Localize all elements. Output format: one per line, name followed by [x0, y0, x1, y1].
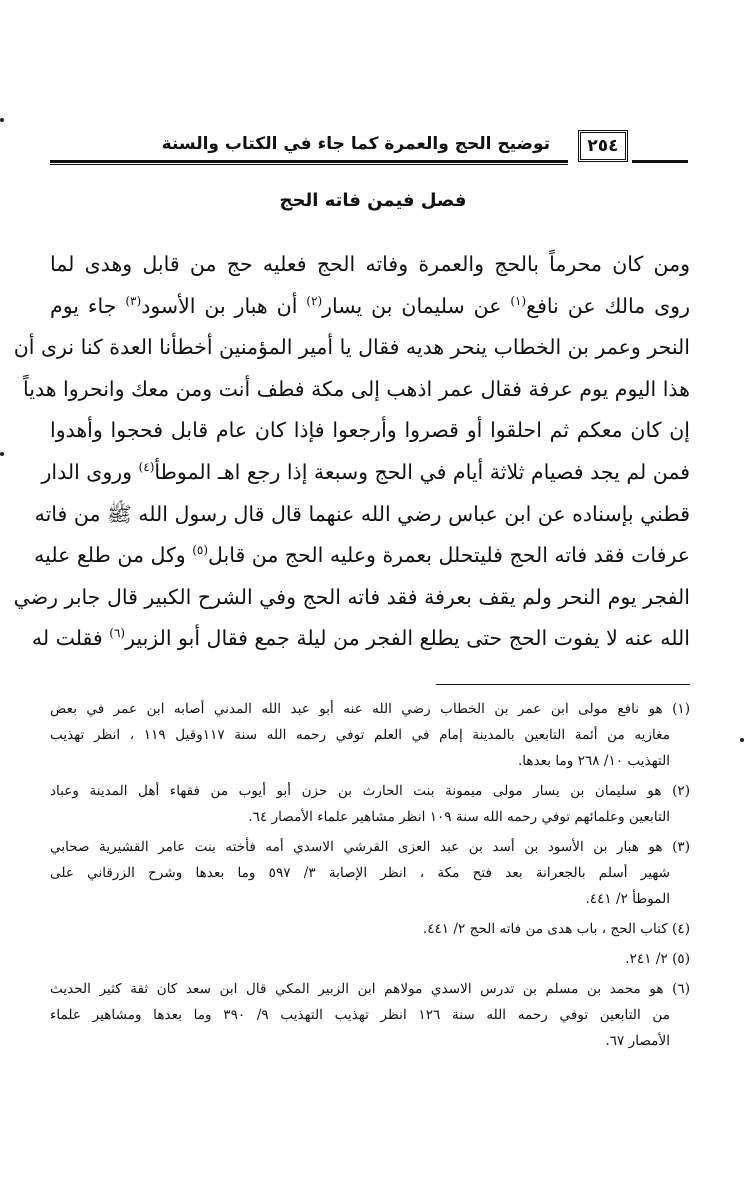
footnote-line: (٥) ٢/ ٢٤١.	[625, 951, 690, 967]
footnote-line: (٢) هو سليمان بن يسار مولى ميمونة بنت الحارث بن حزن أبو أيوب من فقهاء أهل المدينة وعباد	[50, 783, 690, 799]
footnote-line: (٤) كتاب الحج ، باب هدى من فاته الحج ٢/ ٤٤١.	[422, 921, 690, 937]
footnote-ref: (٣)	[125, 293, 142, 308]
body-line: النحر وعمر بن الخطاب ينحر هديه فقال يا أمير المؤمنين أخطأنا العدة كنا نرى أن	[13, 335, 690, 360]
footnote-line: شهير أسلم بالجعرانة بعد فتح مكة ، انظر الإصابة ٣/ ٥٩٧ وما بعدها وشرح الزرقاني على	[50, 865, 670, 881]
footnote-2	[50, 778, 690, 830]
page-number: ٢٥٤	[578, 130, 628, 162]
running-header	[50, 132, 688, 172]
footnote-line: من التابعين توفي رحمه الله سنة ١٢٦ انظر تهذيب التهذيب ٩/ ٣٩٠ وما بعدها ومشاهير علماء	[50, 1007, 670, 1023]
footnote-4	[50, 916, 690, 942]
footnote-6	[50, 976, 690, 1054]
header-rule	[50, 160, 568, 165]
footnote-3	[50, 834, 690, 912]
body-line: الله عنه لا يفوت الحج حتى يطلع الفجر من ليلة جمع فقال أبو الزبير$^{(٦)}$ فقلت له	[31, 626, 690, 651]
footnote-line: (٦) هو محمد بن مسلم بن تدرس الاسدي مولاهم ابن الزبير المكي قال ابن سعد كان ثقة كثير الحديث	[50, 981, 690, 997]
footnote-ref: (٤)	[138, 460, 155, 475]
footnote-line: (٣) هو هبار بن الأسود بن أسد بن عبد العزى القرشي الاسدي أمه فأخته بنت عامر القشيرية صحابي	[50, 839, 690, 855]
running-title: توضيح الحج والعمرة كما جاء في الكتاب والسنة	[161, 134, 550, 154]
footnote-line: التهذيب ١٠/ ٢٦٨ وما بعدها.	[517, 753, 670, 769]
footnote-line: الأمصار ٦٧.	[605, 1033, 670, 1049]
margin-mark	[0, 452, 4, 456]
body-line: فمن لم يجد فصيام ثلاثة أيام في الحج وسبعة إذا رجع اهـ الموطأ$^{(٤)}$ وروى الدار	[41, 459, 690, 484]
section-heading: فصل فيمن فاته الحج	[279, 190, 467, 211]
body-text	[13, 244, 690, 660]
margin-mark	[0, 118, 4, 122]
footnote-5	[50, 946, 690, 972]
footnote-separator	[436, 684, 690, 685]
footnote-ref: (٦)	[109, 626, 126, 641]
header-rule	[632, 160, 688, 163]
footnotes	[50, 696, 690, 1058]
body-line: عرفات فقد فاته الحج فليتحلل بعمرة وعليه الحج من قابل$^{(٥)}$ وكل من طلع عليه	[34, 543, 690, 568]
footnote-line: التابعين وعلمائهم توفي رحمه الله سنة ١٠٩ انظر مشاهير علماء الأمصار ٦٤.	[248, 809, 670, 825]
footnote-ref: (٢)	[306, 293, 323, 308]
body-line: ومن كان محرماً بالحج والعمرة وفاته الحج فعليه حج من قابل وهدى لما	[50, 252, 690, 276]
body-line: الفجر يوم النحر ولم يقف بعرفة فقد فاته الحج وفي الشرح الكبير قال جابر رضي	[13, 584, 690, 609]
footnote-line: مغازيه من أئمة التابعين بالمدينة إمام في العلم توفي رحمه الله سنة ١١٧وقيل ١١٩ ، انظر تهذيب	[50, 727, 670, 743]
body-line: قطني بإسناده عن ابن عباس رضي الله عنهما قال قال رسول الله ﷺ من فاته	[34, 501, 690, 526]
footnote-ref: (٥)	[192, 543, 209, 558]
footnote-1	[50, 696, 690, 774]
footnote-line: الموطأ ٢/ ٤٤١.	[585, 891, 670, 907]
body-line: هذا اليوم يوم عرفة فقال عمر اذهب إلى مكة فطف أنت ومن معك وانحروا هدياً	[23, 376, 690, 401]
body-line: إن كان معكم ثم احلقوا أو قصروا وأرجعوا فإذا كان عام قابل فحجوا وأهدوا	[50, 418, 690, 443]
margin-mark	[740, 738, 744, 742]
footnote-line: (١) هو نافع مولى ابن عمر بن الخطاب رضي الله عنه أبو عبد الله المدني أصابه ابن عمر في بعض	[50, 701, 690, 717]
footnote-ref: (١)	[510, 293, 527, 308]
body-line: روى مالك عن نافع$^{(١)}$ عن سليمان بن يسار$^{(٢)}$ أن هبار بن الأسود$^{(٣)}$ جاء يوم	[50, 293, 690, 318]
